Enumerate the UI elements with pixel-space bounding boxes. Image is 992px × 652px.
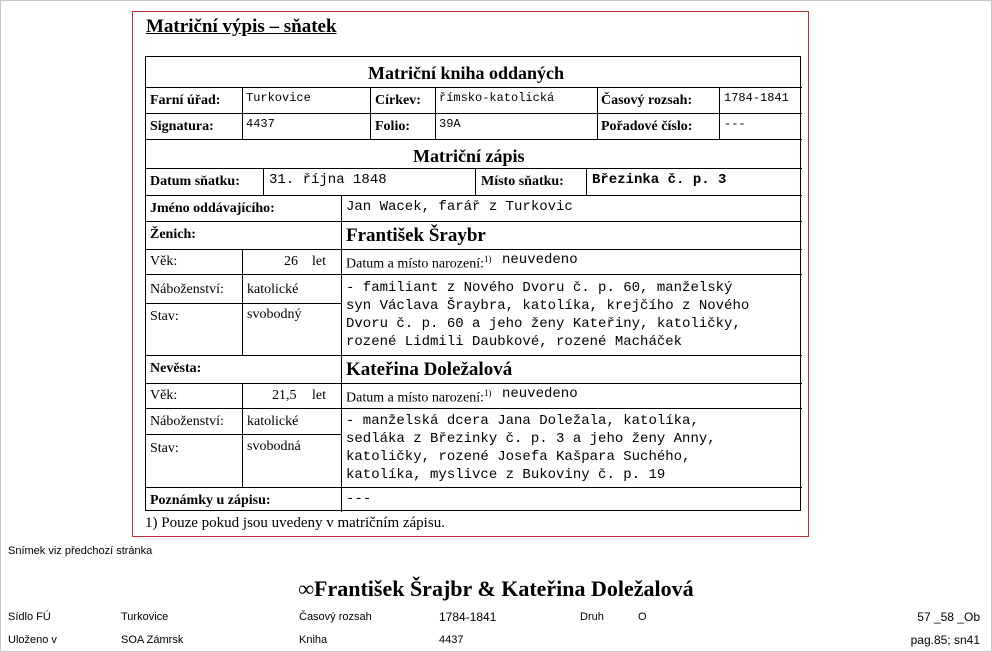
zenich-vek-label: Věk: (150, 254, 178, 269)
page-reference: pag.85; sn41 (910, 633, 980, 647)
snimek-note: Snímek viz předchozí stránka (8, 545, 153, 557)
nevesta-vek-label: Věk: (150, 388, 178, 403)
zenich-popis-line: rozené Lidmili Daubkové, rozené Macháček (346, 334, 683, 350)
nevesta-narozeni-value: neuvedeno (502, 386, 578, 402)
folio-label: Folio: (375, 119, 410, 134)
oddavajici-label: Jméno oddávajícího: (150, 201, 275, 216)
nevesta-popis-line: katoličky, rozené Josefa Kašpara Suchého, (346, 449, 691, 465)
misto-label: Místo sňatku: (481, 174, 564, 189)
nevesta-name: Kateřina Doležalová (346, 359, 513, 380)
datum-label: Datum sňatku: (150, 174, 240, 189)
nevesta-nabozenstvi-value: katolické (247, 414, 299, 429)
nevesta-narozeni-label-text: Datum a místo narození: (346, 390, 485, 406)
nevesta-popis-line: sedláka z Březinky č. p. 3 a jeho ženy Anny, (346, 431, 716, 447)
farni-urad-value: Turkovice (246, 91, 311, 105)
kniha-value: 4437 (439, 634, 464, 646)
zenich-stav-label: Stav: (150, 309, 179, 324)
footnote-ref: 1) (484, 388, 492, 398)
nevesta-nabozenstvi-label: Náboženství: (150, 414, 224, 429)
record-code: 57 _58 _Ob (917, 610, 980, 624)
nevesta-narozeni-label (346, 389, 492, 406)
druh-value: O (638, 611, 647, 623)
poradove-cislo-label: Pořadové číslo: (601, 119, 693, 134)
zenich-popis-line: syn Václava Šraybra, katolíka, krejčího z Nového (346, 298, 750, 314)
zenich-vek-value: 26 (284, 254, 298, 269)
nevesta-popis-line: katolíka, myslivce z Bukoviny č. p. 19 (346, 467, 666, 483)
zenich-stav-value: svobodný (247, 307, 302, 322)
document-title: Matriční výpis – sňatek (146, 16, 337, 37)
zenich-name: František Šraybr (346, 225, 486, 246)
book-section-header: Matriční kniha oddaných (368, 63, 565, 83)
rozsah-label: Časový rozsah (299, 611, 372, 623)
cirkev-value: římsko-katolická (439, 91, 555, 105)
signatura-value: 4437 (246, 117, 275, 131)
couple-title: ∞František Šrajbr & Kateřina Doležalová (298, 576, 694, 601)
poznamky-label: Poznámky u zápisu: (150, 493, 271, 508)
farni-urad-label: Farní úřad: (150, 93, 221, 108)
oddavajici-value: Jan Wacek, farář z Turkovic (346, 199, 573, 215)
ulozeno-value: SOA Zámrsk (121, 634, 184, 646)
kniha-label: Kniha (299, 634, 328, 646)
nevesta-vek-value: 21,5 (272, 388, 297, 403)
zenich-popis-line: Dvoru č. p. 60 a jeho ženy Kateřiny, katoličky, (346, 316, 741, 332)
datum-value: 31. října 1848 (269, 172, 387, 188)
casovy-rozsah-value: 1784-1841 (724, 91, 789, 105)
folio-value: 39A (439, 117, 461, 131)
zenich-nabozenstvi-label: Náboženství: (150, 282, 224, 297)
zenich-narozeni-label-text: Datum a místo narození: (346, 256, 485, 272)
sidlo-label: Sídlo FÚ (8, 611, 51, 623)
entry-section-header: Matriční zápis (413, 146, 525, 166)
ulozeno-label: Uloženo v (8, 634, 57, 646)
zenich-popis-line: - familiant z Nového Dvoru č. p. 60, manželský (346, 280, 733, 296)
register-extract-scan (132, 11, 809, 537)
zenich-narozeni-label (346, 255, 492, 272)
nevesta-vek-unit: let (312, 388, 326, 403)
register-table (145, 56, 801, 511)
poradove-cislo-value: --- (724, 117, 746, 131)
casovy-rozsah-label: Časový rozsah: (601, 93, 693, 108)
nevesta-stav-label: Stav: (150, 441, 179, 456)
cirkev-label: Církev: (375, 93, 421, 108)
poznamky-value: --- (346, 491, 372, 507)
zenich-narozeni-value: neuvedeno (502, 252, 578, 268)
footnote-ref: 1) (484, 254, 492, 264)
druh-label: Druh (580, 611, 604, 623)
footnote: 1) Pouze pokud jsou uvedeny v matričním zápisu. (145, 515, 445, 531)
nevesta-popis-line: - manželská dcera Jana Doležala, katolíka, (346, 413, 699, 429)
rozsah-value: 1784-1841 (439, 610, 497, 624)
sidlo-value: Turkovice (121, 611, 169, 623)
nevesta-label: Nevěsta: (150, 361, 202, 376)
signatura-label: Signatura: (150, 119, 214, 134)
misto-value: Březinka č. p. 3 (592, 172, 727, 188)
zenich-label: Ženich: (150, 227, 196, 242)
zenich-nabozenstvi-value: katolické (247, 282, 299, 297)
zenich-vek-unit: let (312, 254, 326, 269)
nevesta-stav-value: svobodná (247, 439, 301, 454)
